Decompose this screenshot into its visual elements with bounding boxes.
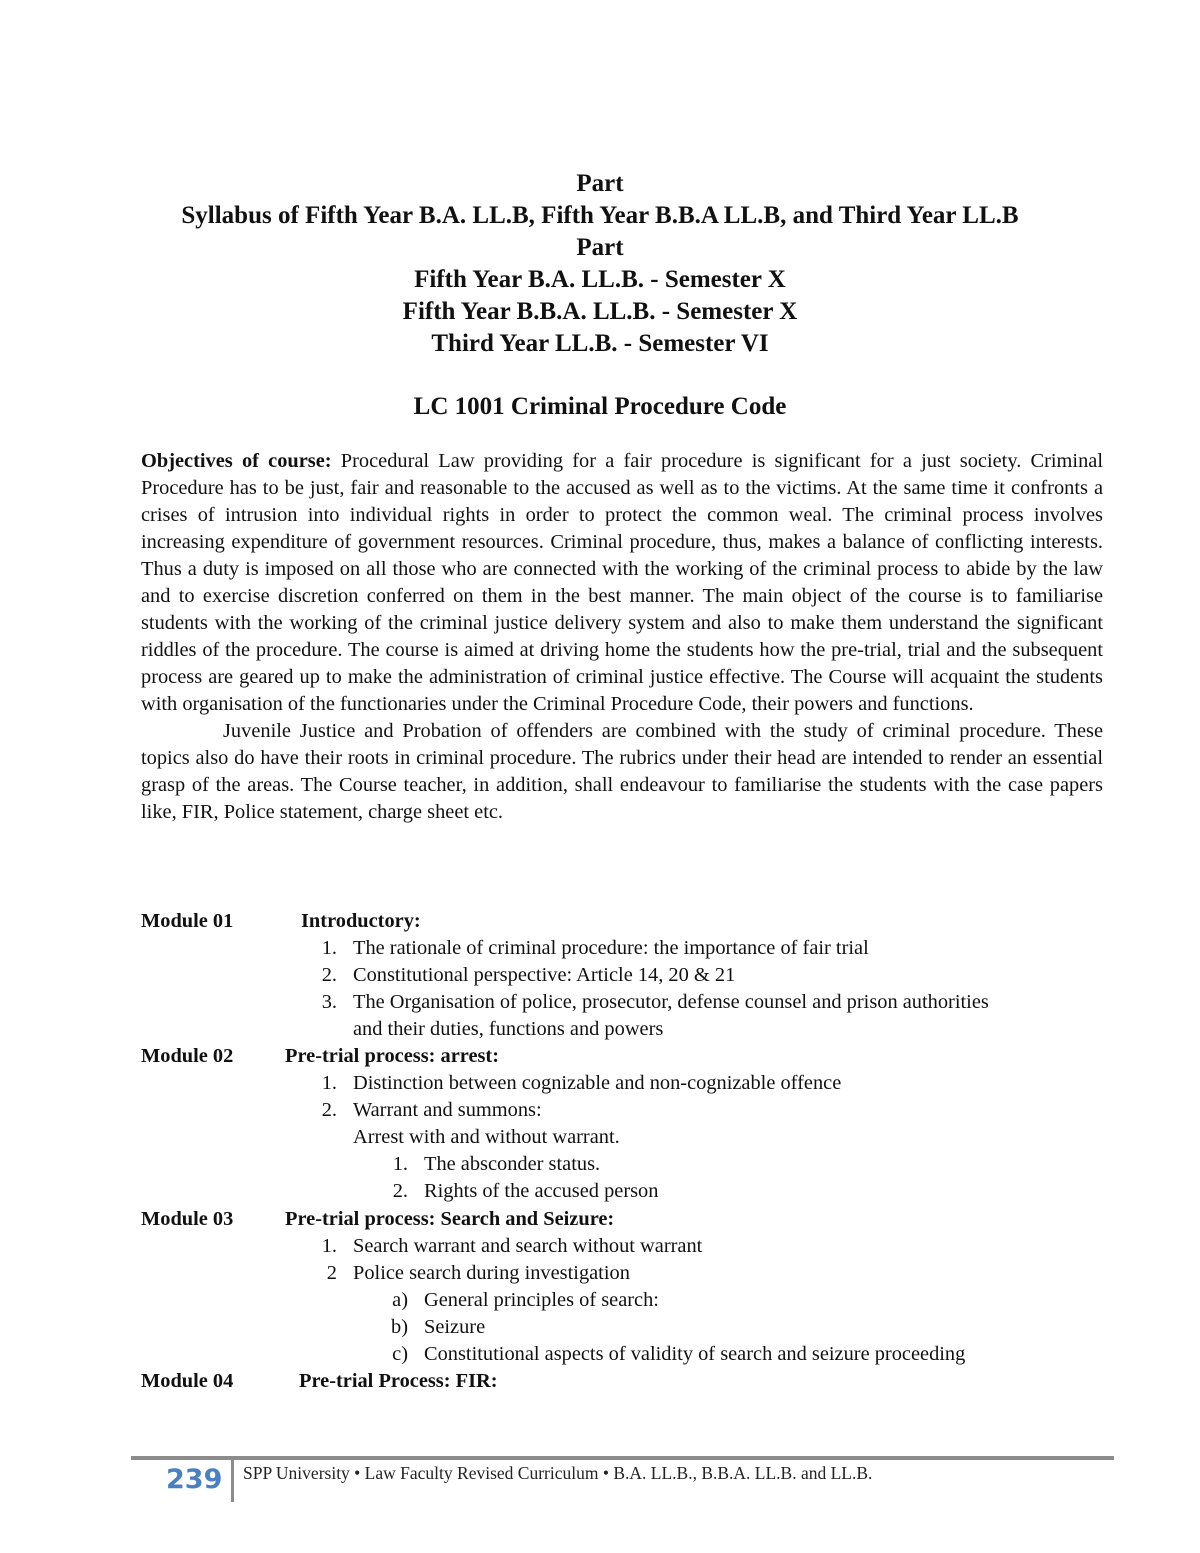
module-title: Introductory: — [301, 910, 421, 932]
footer-rule — [131, 1456, 1114, 1460]
semester-heading-1: Fifth Year B.A. LL.B. - Semester X — [414, 266, 786, 293]
module-label: Module 02 — [141, 1045, 234, 1067]
page-number: 239 — [166, 1464, 223, 1495]
part-heading-2: Part — [576, 234, 624, 261]
syllabus-heading: Syllabus of Fifth Year B.A. LL.B, Fifth Year B.B.A LL.B, and Third Year LL.B — [181, 202, 1019, 229]
footer-divider — [231, 1460, 234, 1502]
module-title: Pre-trial Process: FIR: — [299, 1370, 498, 1392]
objectives-label: Objectives of course: — [141, 450, 332, 472]
module-label: Module 04 — [141, 1370, 234, 1392]
module-label: Module 03 — [141, 1208, 234, 1230]
objectives-paragraph-2: Juvenile Justice and Probation of offenders are combined with the study of criminal procedure. These topics also do have their roots in criminal procedure. The rubrics under their head are intended to render an essential grasp of the areas. The Course teacher, in addition, shall endeavour to familiarise the students with the case papers like, FIR, Police statement, charge sheet etc. — [141, 720, 1103, 823]
module-label: Module 01 — [141, 910, 234, 932]
objectives-section — [141, 448, 1103, 826]
part-heading: Part — [576, 170, 624, 197]
semester-heading-3: Third Year LL.B. - Semester VI — [431, 330, 769, 357]
semester-heading-2: Fifth Year B.B.A. LL.B. - Semester X — [402, 298, 798, 325]
objectives-text: Procedural Law providing for a fair procedure is significant for a just society. Criminal Procedure has to be just, fair and reasonable to the accused as well as to the victims. At the same time it confronts a crises of intrusion into individual rights in order to protect the common weal. The criminal process involves increasing expenditure of government resources. Criminal procedure, thus, makes a balance of conflicting interests. Thus a duty is imposed on all those who are connected with the working of the criminal process to abide by the law and to exercise discretion conferred on them in the best manner. The main object of the course is to familiarise students with the working of the criminal justice delivery system and also to make them understand the significant riddles of the procedure. The course is aimed at driving home the students how the pre-trial, trial and the subsequent process are geared up to make the administration of criminal justice effective. The Course will acquaint the students with organisation of the functionaries under the Criminal Procedure Code, their powers and functions. — [141, 450, 1103, 715]
objectives-paragraph-1 — [141, 448, 1103, 718]
module-title: Pre-trial process: arrest: — [285, 1045, 500, 1067]
module-title: Pre-trial process: Search and Seizure: — [285, 1208, 615, 1230]
footer-text: SPP University • Law Faculty Revised Curriculum • B.A. LL.B., B.B.A. LL.B. and LL.B. — [243, 1463, 873, 1483]
course-title: LC 1001 Criminal Procedure Code — [413, 393, 787, 420]
